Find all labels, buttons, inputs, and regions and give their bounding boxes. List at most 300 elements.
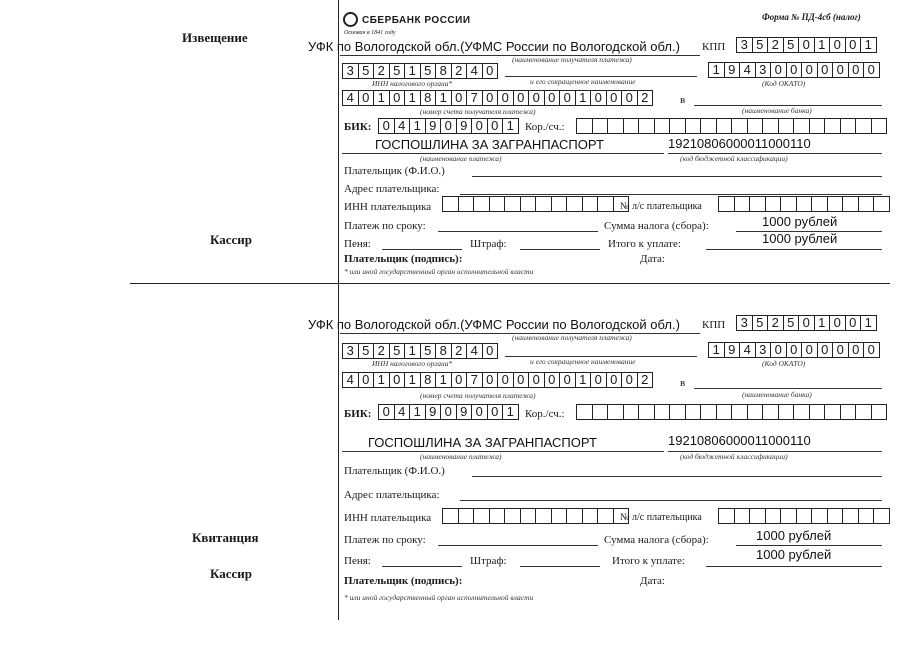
code-cell: 4 [739, 62, 756, 78]
code-cell: 1 [860, 37, 877, 53]
short-name-caption: и его сокращенное наименование [530, 357, 636, 366]
code-cell: 0 [559, 372, 576, 388]
code-cell: 9 [425, 118, 442, 134]
code-cell: 5 [752, 315, 769, 331]
code-cell: 4 [466, 63, 483, 79]
code-cell: 1 [502, 404, 519, 420]
kbk-caption: (код бюджетной классификации) [680, 452, 788, 461]
payer-inn-label: ИНН плательщика [344, 512, 432, 524]
penalty-line [382, 249, 462, 250]
code-cell [504, 196, 521, 212]
code-cell: 1 [404, 372, 421, 388]
okato-caption: (Код ОКАТО) [762, 359, 806, 368]
code-cell [592, 118, 609, 134]
code-cell: 9 [724, 342, 741, 358]
account-cells [342, 372, 652, 388]
code-cell [638, 118, 655, 134]
payer-account-label: № л/с плательщика [620, 201, 702, 212]
code-cell: 4 [466, 343, 483, 359]
code-cell: 0 [832, 62, 849, 78]
payer-account-cells [718, 508, 889, 524]
code-cell [824, 404, 841, 420]
code-cell [778, 404, 795, 420]
code-cell: 0 [621, 90, 638, 106]
code-cell [576, 404, 593, 420]
recipient-name: УФК по Вологодской обл.(УФМС России по Вологодской обл.) [308, 317, 680, 332]
code-cell: 0 [848, 342, 865, 358]
kbk-value: 19210806000011000110 [668, 136, 811, 151]
code-cell: 0 [798, 37, 815, 53]
kbk-caption: (код бюджетной классификации) [680, 154, 788, 163]
form-number: Форма № ПД-4сб (налог) [762, 12, 861, 22]
section-title-receipt: Квитанция [192, 530, 259, 545]
bank-caption: (наименование банка) [742, 106, 812, 115]
payer-inn-cells [442, 196, 628, 212]
code-cell: 7 [466, 90, 483, 106]
bik-cells [378, 404, 518, 420]
code-cell [551, 196, 568, 212]
code-cell: 0 [559, 90, 576, 106]
code-cell: 2 [373, 63, 390, 79]
code-cell: 0 [378, 118, 395, 134]
code-cell [842, 196, 859, 212]
bank-name: СБЕРБАНК РОССИИ [362, 15, 471, 26]
recipient-caption: (наименование получателя платежа) [512, 55, 632, 64]
due-line [438, 231, 598, 232]
fine-label: Штраф: [470, 555, 507, 567]
code-cell: 1 [814, 37, 831, 53]
total-line [706, 249, 882, 250]
code-cell [765, 508, 782, 524]
code-cell: 0 [389, 372, 406, 388]
code-cell [654, 404, 671, 420]
code-cell [685, 118, 702, 134]
code-cell: 3 [755, 342, 772, 358]
kor-label: Кор./сч.: [525, 121, 565, 133]
code-cell [520, 196, 537, 212]
code-cell [607, 404, 624, 420]
payment-line [342, 153, 664, 154]
tax-sum-value: 1000 рублей [762, 214, 838, 229]
code-cell [473, 508, 490, 524]
code-cell: 1 [373, 372, 390, 388]
code-cell: 7 [466, 372, 483, 388]
code-cell [731, 118, 748, 134]
bank-caption: (наименование банка) [742, 390, 812, 399]
code-cell: 0 [770, 342, 787, 358]
date-label: Дата: [640, 253, 665, 265]
code-cell: 2 [373, 343, 390, 359]
code-cell [858, 196, 875, 212]
code-cell: 8 [420, 90, 437, 106]
kor-cells [576, 118, 886, 134]
code-cell [747, 404, 764, 420]
code-cell [718, 196, 735, 212]
code-cell [840, 118, 857, 134]
code-cell: 4 [342, 90, 359, 106]
payment-line [342, 451, 664, 452]
code-cell: 9 [456, 118, 473, 134]
code-cell [489, 508, 506, 524]
code-cell: 1 [708, 342, 725, 358]
inn-cells [342, 343, 497, 359]
account-caption: (номер счета получателя платежа) [420, 391, 536, 400]
code-cell [582, 196, 599, 212]
code-cell [669, 118, 686, 134]
code-cell [669, 404, 686, 420]
code-cell: 1 [814, 315, 831, 331]
tax-sum-value: 1000 рублей [756, 528, 832, 543]
code-cell [780, 508, 797, 524]
code-cell: 4 [342, 372, 359, 388]
fine-line [520, 566, 600, 567]
code-cell [749, 196, 766, 212]
okato-cells [708, 342, 879, 358]
payment-caption: (наименование платежа) [420, 154, 502, 163]
bank-emblem-icon [343, 12, 358, 27]
code-cell: 0 [482, 90, 499, 106]
payer-label: Плательщик (Ф.И.О.) [344, 465, 445, 477]
code-cell [566, 196, 583, 212]
code-cell [858, 508, 875, 524]
code-cell [749, 508, 766, 524]
code-cell [796, 196, 813, 212]
code-cell: 0 [817, 62, 834, 78]
code-cell: 5 [783, 37, 800, 53]
code-cell [473, 196, 490, 212]
address-label: Адрес плательщика: [344, 183, 440, 195]
code-cell: 0 [590, 90, 607, 106]
code-cell: 9 [425, 404, 442, 420]
kor-cells [576, 404, 886, 420]
code-cell [504, 508, 521, 524]
code-cell: 1 [502, 118, 519, 134]
code-cell: 1 [708, 62, 725, 78]
okato-caption: (Код ОКАТО) [762, 79, 806, 88]
address-line [460, 194, 882, 195]
account-cells [342, 90, 652, 106]
tax-sum-label: Сумма налога (сбора): [604, 534, 709, 546]
code-cell: 0 [487, 118, 504, 134]
payer-line [472, 476, 882, 477]
inn-caption: ИНН налогового органа* [372, 79, 453, 88]
code-cell [809, 404, 826, 420]
payment-caption: (наименование платежа) [420, 452, 502, 461]
code-cell [638, 404, 655, 420]
account-caption: (номер счета получателя платежа) [420, 107, 536, 116]
bank-in-label: в [680, 94, 686, 106]
kpp-label: КПП [702, 319, 726, 331]
kbk-value: 19210806000011000110 [668, 433, 811, 448]
code-cell [623, 118, 640, 134]
code-cell: 0 [786, 342, 803, 358]
bik-label: БИК: [344, 408, 372, 420]
code-cell: 9 [456, 404, 473, 420]
code-cell: 1 [409, 404, 426, 420]
code-cell: 0 [389, 90, 406, 106]
tax-sum-label: Сумма налога (сбора): [604, 220, 709, 232]
code-cell: 5 [358, 343, 375, 359]
code-cell: 0 [482, 63, 499, 79]
code-cell: 1 [575, 372, 592, 388]
code-cell: 3 [342, 63, 359, 79]
code-cell [654, 118, 671, 134]
code-cell [840, 404, 857, 420]
code-cell: 3 [755, 62, 772, 78]
section-divider-horizontal [130, 283, 890, 284]
code-cell [827, 196, 844, 212]
code-cell: 2 [767, 37, 784, 53]
code-cell: 0 [863, 62, 880, 78]
code-cell: 0 [606, 372, 623, 388]
bank-logo [343, 10, 471, 28]
code-cell [700, 118, 717, 134]
payer-account-label: № л/с плательщика [620, 512, 702, 523]
code-cell: 0 [817, 342, 834, 358]
due-label: Платеж по сроку: [344, 534, 426, 546]
code-cell: 9 [724, 62, 741, 78]
code-cell [489, 196, 506, 212]
signature-label: Плательщик (подпись): [344, 575, 463, 587]
code-cell [623, 404, 640, 420]
code-cell: 2 [637, 372, 654, 388]
code-cell [827, 508, 844, 524]
code-cell: 5 [389, 63, 406, 79]
penalty-label: Пеня: [344, 238, 371, 250]
code-cell [793, 118, 810, 134]
code-cell [535, 508, 552, 524]
code-cell: 0 [451, 90, 468, 106]
code-cell: 2 [637, 90, 654, 106]
code-cell [855, 404, 872, 420]
kpp-cells [736, 37, 876, 53]
kpp-label: КПП [702, 41, 726, 53]
code-cell: 1 [373, 90, 390, 106]
okato-cells [708, 62, 879, 78]
code-cell [811, 196, 828, 212]
code-cell [855, 118, 872, 134]
code-cell: 8 [435, 63, 452, 79]
code-cell: 0 [863, 342, 880, 358]
code-cell: 0 [845, 37, 862, 53]
code-cell: 5 [420, 63, 437, 79]
code-cell [716, 118, 733, 134]
inn-caption: ИНН налогового органа* [372, 359, 453, 368]
code-cell: 1 [435, 372, 452, 388]
code-cell: 0 [358, 90, 375, 106]
bank-founded: Основан в 1841 году [344, 30, 396, 36]
section-cashier-receipt: Кассир [210, 566, 253, 581]
kpp-cells [736, 315, 876, 331]
code-cell: 1 [404, 343, 421, 359]
code-cell [607, 118, 624, 134]
code-cell [734, 508, 751, 524]
code-cell: 0 [829, 315, 846, 331]
code-cell [582, 508, 599, 524]
code-cell: 5 [420, 343, 437, 359]
total-label: Итого к уплате: [608, 238, 681, 250]
code-cell: 0 [487, 404, 504, 420]
code-cell [809, 118, 826, 134]
code-cell [458, 196, 475, 212]
code-cell: 2 [451, 63, 468, 79]
code-cell: 1 [575, 90, 592, 106]
total-value: 1000 рублей [756, 547, 832, 562]
total-label: Итого к уплате: [612, 555, 685, 567]
code-cell: 1 [404, 90, 421, 106]
footnote: * или иной государственный орган исполнительной власти [344, 593, 534, 602]
date-label: Дата: [640, 575, 665, 587]
code-cell: 0 [544, 90, 561, 106]
total-line [706, 566, 882, 567]
code-cell: 0 [798, 315, 815, 331]
code-cell [718, 508, 735, 524]
code-cell [566, 508, 583, 524]
short-name-caption: и его сокращенное наименование [530, 77, 636, 86]
code-cell: 1 [860, 315, 877, 331]
code-cell [811, 508, 828, 524]
code-cell [551, 508, 568, 524]
payer-line [472, 176, 882, 177]
code-cell: 0 [513, 372, 530, 388]
tax-sum-line [736, 545, 882, 546]
fine-line [520, 249, 600, 250]
code-cell: 5 [389, 343, 406, 359]
code-cell: 0 [606, 90, 623, 106]
code-cell: 5 [783, 315, 800, 331]
code-cell [762, 404, 779, 420]
code-cell: 2 [767, 315, 784, 331]
code-cell: 4 [739, 342, 756, 358]
address-label: Адрес плательщика: [344, 489, 440, 501]
code-cell: 0 [590, 372, 607, 388]
code-cell [592, 404, 609, 420]
code-cell: 0 [497, 372, 514, 388]
due-line [438, 545, 598, 546]
code-cell [576, 118, 593, 134]
code-cell [778, 118, 795, 134]
code-cell: 8 [420, 372, 437, 388]
code-cell [700, 404, 717, 420]
code-cell: 4 [394, 404, 411, 420]
code-cell: 0 [621, 372, 638, 388]
code-cell: 0 [829, 37, 846, 53]
code-cell: 3 [342, 343, 359, 359]
code-cell [442, 508, 459, 524]
code-cell: 0 [544, 372, 561, 388]
kor-label: Кор./сч.: [525, 408, 565, 420]
code-cell [458, 508, 475, 524]
code-cell: 0 [471, 118, 488, 134]
payer-inn-cells [442, 508, 628, 524]
code-cell [734, 196, 751, 212]
code-cell: 1 [435, 90, 452, 106]
payer-account-cells [718, 196, 889, 212]
code-cell [765, 196, 782, 212]
code-cell [762, 118, 779, 134]
code-cell [871, 404, 888, 420]
code-cell [780, 196, 797, 212]
code-cell [871, 118, 888, 134]
fine-label: Штраф: [470, 238, 507, 250]
code-cell [597, 508, 614, 524]
penalty-line [382, 566, 462, 567]
payment-name: ГОСПОШЛИНА ЗА ЗАГРАНПАСПОРТ [368, 435, 597, 450]
code-cell [842, 508, 859, 524]
code-cell: 0 [358, 372, 375, 388]
code-cell [685, 404, 702, 420]
code-cell: 0 [451, 372, 468, 388]
bik-label: БИК: [344, 121, 372, 133]
code-cell: 0 [848, 62, 865, 78]
inn-cells [342, 63, 497, 79]
code-cell: 2 [451, 343, 468, 359]
code-cell: 8 [435, 343, 452, 359]
code-cell: 1 [404, 63, 421, 79]
code-cell [824, 118, 841, 134]
code-cell [442, 196, 459, 212]
due-label: Платеж по сроку: [344, 220, 426, 232]
code-cell: 0 [528, 90, 545, 106]
code-cell: 5 [358, 63, 375, 79]
bik-cells [378, 118, 518, 134]
payment-name: ГОСПОШЛИНА ЗА ЗАГРАНПАСПОРТ [375, 137, 604, 152]
code-cell: 3 [736, 37, 753, 53]
footnote: * или иной государственный орган исполнительной власти [344, 267, 534, 276]
code-cell: 0 [845, 315, 862, 331]
total-value: 1000 рублей [762, 231, 838, 246]
code-cell: 0 [378, 404, 395, 420]
code-cell: 0 [528, 372, 545, 388]
code-cell: 0 [497, 90, 514, 106]
code-cell: 0 [471, 404, 488, 420]
code-cell: 0 [482, 372, 499, 388]
code-cell: 0 [513, 90, 530, 106]
code-cell [873, 508, 890, 524]
code-cell: 0 [801, 62, 818, 78]
section-divider-vertical [338, 0, 339, 620]
code-cell: 4 [394, 118, 411, 134]
bank-in-label: в [680, 377, 686, 389]
section-title-notice: Извещение [182, 30, 248, 45]
recipient-caption: (наименование получателя платежа) [512, 333, 632, 342]
code-cell [747, 118, 764, 134]
code-cell: 1 [409, 118, 426, 134]
code-cell: 0 [801, 342, 818, 358]
code-cell: 0 [786, 62, 803, 78]
code-cell [796, 508, 813, 524]
code-cell: 0 [440, 118, 457, 134]
address-line [460, 500, 882, 501]
code-cell [535, 196, 552, 212]
payer-inn-label: ИНН плательщика [344, 201, 432, 213]
code-cell: 3 [736, 315, 753, 331]
code-cell: 0 [440, 404, 457, 420]
penalty-label: Пеня: [344, 555, 371, 567]
code-cell: 5 [752, 37, 769, 53]
code-cell: 0 [832, 342, 849, 358]
code-cell: 0 [770, 62, 787, 78]
code-cell [597, 196, 614, 212]
code-cell [731, 404, 748, 420]
code-cell [793, 404, 810, 420]
code-cell: 0 [482, 343, 499, 359]
code-cell [873, 196, 890, 212]
recipient-name: УФК по Вологодской обл.(УФМС России по Вологодской обл.) [308, 39, 680, 54]
signature-label: Плательщик (подпись): [344, 253, 463, 265]
bank-name-line [694, 388, 882, 389]
section-cashier-notice: Кассир [210, 232, 253, 247]
